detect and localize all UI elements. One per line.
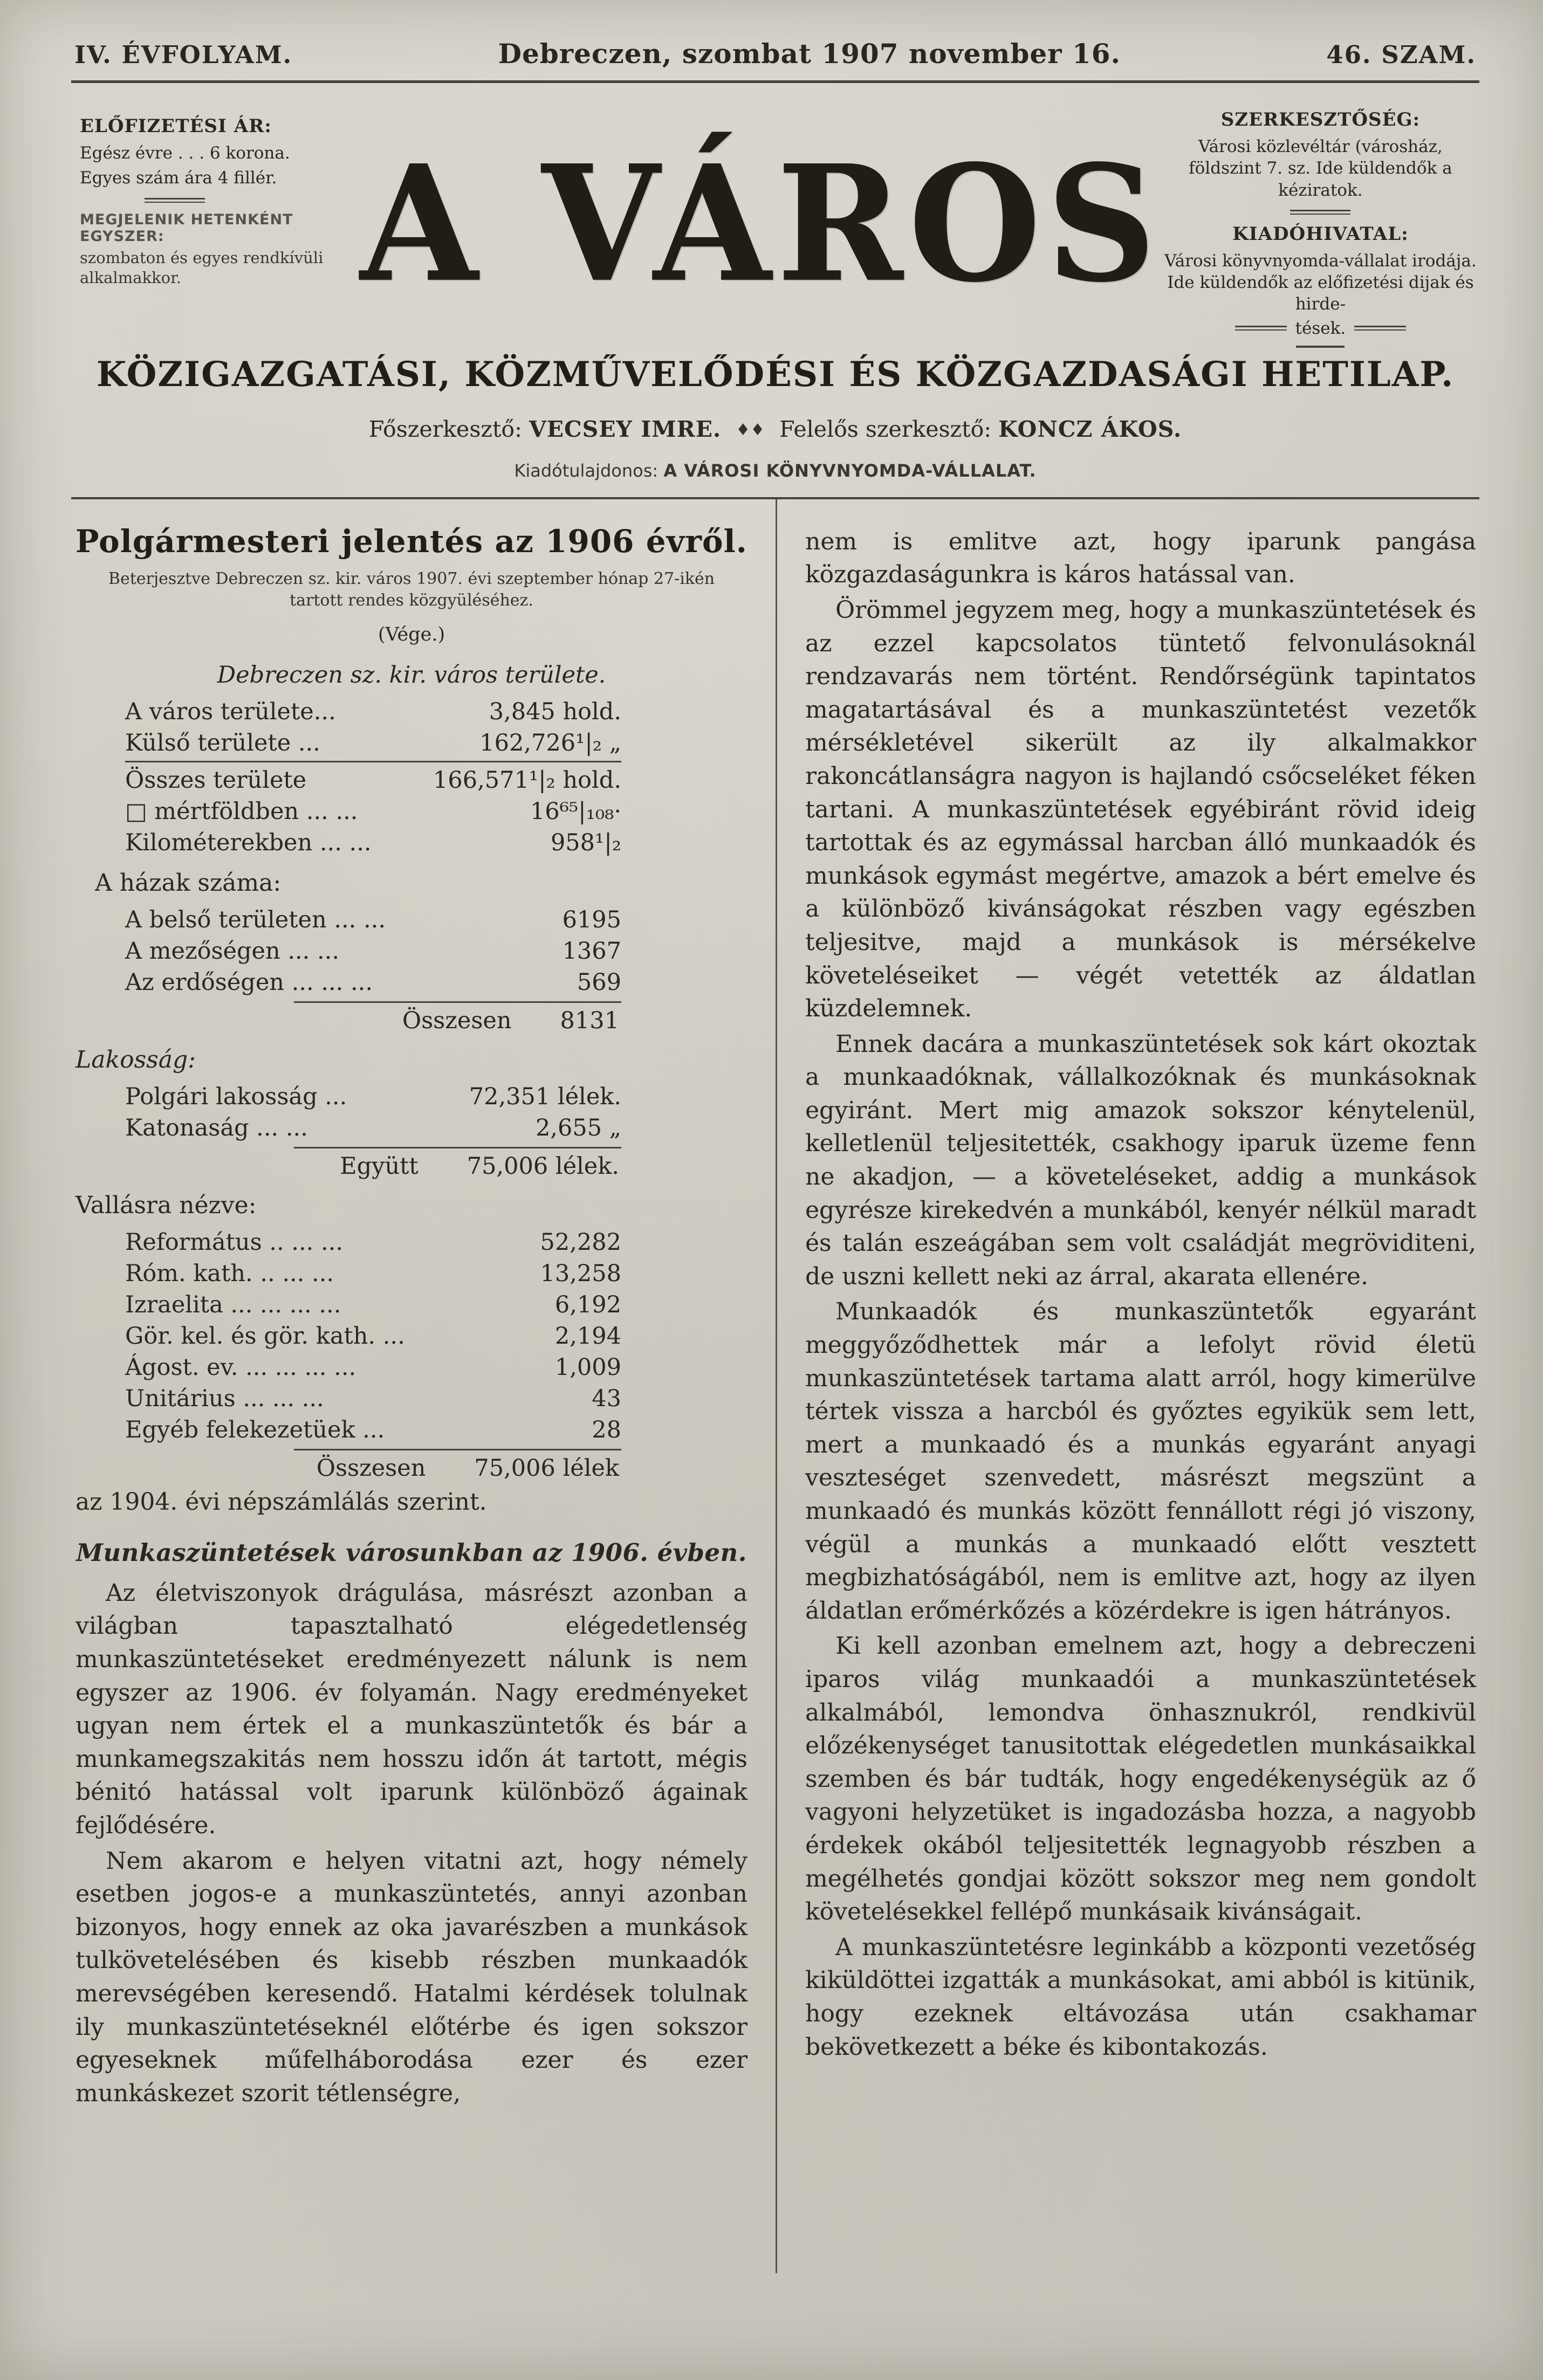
paragraph: Örömmel jegyzem meg, hogy a munkaszüntetések és az ezzel kapcsolatos tüntető felvonulásoknál rendzavarás nem történt. Rendőrségünk tapintatos magatartásával és a munkaszüntetést vezetők mérsékletével sikerült az ily alkalmakkor rakoncátlanságra nagyon is hajlandó csőcseléket féken tartani. A munkaszüntetések egyébiránt rövid ideig tartottak és az egymással harcban álló munkaadók és munkások egymást megértve, amazok a bért emelve és a különböző kivánságokat részben vagy egészben teljesitve, majd a munkások is mérsékelve követeléseiket — végét vetették az áldatlan küzdelemnek. <box>805 596 1476 1023</box>
table-sum-row <box>294 1001 621 1035</box>
frequency-title: MEGJELENIK HETENKÉNT EGYSZER: <box>80 211 293 245</box>
column-left <box>71 499 776 2273</box>
publishing-office-title: KIADÓHIVATAL: <box>1232 223 1409 245</box>
table-row <box>125 1320 621 1352</box>
paragraph: nem is emlitve azt, hogy iparunk pangása közgazdaságunkra is káros hatással van. <box>805 527 1476 589</box>
paper-subtitle: KÖZIGAZGATÁSI, KÖZMŰVELŐDÉSI ÉS KÖZGAZDASÁGI HETILAP. <box>96 354 1455 395</box>
row-label: Külső területe ... <box>125 729 320 756</box>
article-title: Polgármesteri jelentés az 1906 évről. <box>76 522 748 560</box>
row-label: Kilométerekben ... ... <box>125 829 372 856</box>
paragraph: Ennek dacára a munkaszüntetések sok kárt okoztak a munkaadóknak, vállalkozóknak és munkásoknak egyiránt. Mert mig amazok sokszor kénytelenül, kelletlenül teljesitették, csakhogy iparuk üzeme fenn ne akadjon, — a követeléseket, addig a munkások egyrésze kirekedvén a munkából, kenyér nélkül maradt és talán eszeágában sem volt családját megröviditeni, de uszni kellett neki az árral, akarata ellenére. <box>805 1030 1476 1290</box>
table-row <box>125 904 621 936</box>
table-row <box>125 1081 621 1112</box>
table-row <box>125 1414 621 1446</box>
paragraph: Ki kell azonban emelnem azt, hogy a debreczeni iparos világ munkaadói a munkaszüntetések alkalmából, lemondva önhasznukról, rendkivül előzékenységet tanusitottak elégedetlen munkásaikkal szemben és bár tudták, hogy engedékenységük az ő vagyoni helyzetüket is ingadozásba hozza, a nagyobb érdekek okából teljesitették legnagyobb részben a megélhetés gondjai között sokszor meg nem gondolt követelésekkel fellépő munkásaik kivánságait. <box>805 1632 1476 1926</box>
masthead-title-area <box>360 101 1161 348</box>
issue-number: 46. SZAM. <box>1326 40 1476 69</box>
double-rule-right <box>1354 326 1406 331</box>
ruled-word-row <box>1164 319 1477 338</box>
page-header <box>71 30 1479 83</box>
responsible-editor-label: Felelős szerkesztő: <box>779 416 992 442</box>
row-value: 6,192 <box>554 1291 621 1318</box>
article-subtitle: Beterjesztve Debreczen sz. kir. város 1907. évi szeptember hónap 27-ikén tartott rendes közgyüléséhez. <box>108 569 715 610</box>
table-sum-row <box>294 1449 621 1483</box>
table-row <box>125 1383 621 1414</box>
owner-name: A VÁROSI KÖNYVNYOMDA-VÁLLALAT. <box>663 460 1037 481</box>
row-label: Polgári lakosság ... <box>125 1083 347 1110</box>
row-value: 2,194 <box>554 1322 621 1350</box>
volume-label: IV. ÉVFOLYAM. <box>74 40 293 69</box>
continuation-mark: (Vége.) <box>378 623 445 645</box>
row-value: 1,009 <box>554 1353 621 1381</box>
dash-rule <box>1296 346 1345 348</box>
sum-label: Összesen <box>402 1007 512 1034</box>
sum-value: 8131 <box>560 1007 619 1034</box>
row-label: Katonaság ... ... <box>125 1114 308 1141</box>
row-value: 162,726¹|₂ „ <box>479 729 621 756</box>
table-row <box>125 827 621 858</box>
row-value: 72,351 lélek. <box>469 1083 621 1110</box>
table-row <box>125 727 621 759</box>
row-value: 569 <box>577 968 621 996</box>
population-table <box>125 1081 621 1181</box>
row-value: 43 <box>592 1385 621 1412</box>
row-value: 16⁶⁵|₁₀₈· <box>530 797 621 825</box>
row-value: 13,258 <box>540 1260 621 1287</box>
owner-label: Kiadótulajdonos: <box>514 460 659 481</box>
subscription-box <box>71 101 360 348</box>
table-sum-row <box>294 1147 621 1181</box>
houses-table <box>125 904 621 1035</box>
article-columns <box>71 499 1479 2273</box>
section-heading-houses: A házak száma: <box>95 869 282 897</box>
chief-editor-label: Főszerkesztő: <box>368 416 522 442</box>
row-label: □ mértföldben ... ... <box>125 797 358 825</box>
table-row <box>125 1227 621 1258</box>
section-heading-population: Lakosság: <box>76 1045 196 1074</box>
sum-label: Együtt <box>340 1152 419 1180</box>
responsible-editor-name: KONCZ ÁKOS. <box>998 416 1182 442</box>
paragraph: Az életviszonyok drágulása, másrészt azonban a világban tapasztalható elégedetlenség munkaszüntetéseket eredményezett nálunk is nem egyszer az 1906. év folyamán. Nagy eredményeket ugyan nem értek el a munkaszüntetők és bár a munkamegszakitás nem hosszu időn át tartott, mégis bénitó hatással volt iparunk különböző ágainak fejlődésére. <box>76 1579 748 1839</box>
sum-value: 75,006 lélek <box>474 1454 619 1482</box>
row-label: A város területe... <box>125 698 336 725</box>
newspaper-title: A VÁROS <box>360 130 1162 318</box>
row-label: Izraelita ... ... ... ... <box>125 1291 341 1318</box>
owner-line <box>71 460 1479 481</box>
table-row <box>125 1289 621 1320</box>
territory-table <box>125 696 621 858</box>
table-sum-row <box>125 761 621 796</box>
paragraph: Munkaadók és munkaszüntetők egyaránt meggyőződhettek már a lefolyt rövid életü munkaszüntetések tartama alatt arról, hogy kimerülve tértek vissza a harcból és győztes egyikük sem lett, mert a munkaadó és a munkás egyaránt anyagi veszteséget szenvedett, másrészt megszünt a munkaadó és munkás között fennállott régi jó viszony, végül a munkás a munkaadó előtt vesztett megbizhatóságából, nem is emlitve azt, hogy az ilyen áldatlan erőmérkőzés a közérdekre is igen hátrányos. <box>805 1298 1476 1625</box>
row-label: Unitárius ... ... ... <box>125 1385 324 1412</box>
table-row <box>125 796 621 827</box>
chief-editor-name: VECSEY IMRE. <box>529 416 722 442</box>
paragraph: Nem akarom e helyen vitatni azt, hogy némely esetben jogos-e a munkaszüntetés, annyi azonban bizonyos, hogy ennek az oka javarészben a munkások tulkövetelésében és kisebb részben munkaadók merevségében keresendő. Hatalmi kérdések tolulnak ily munkaszüntetéseknél előtérbe és igen sokszor egyeseknek műfelháborodása ezer és ezer munkáskezet szorit tétlenségre, <box>76 1847 748 2107</box>
row-value: 1367 <box>562 937 621 965</box>
frequency-body: szombaton és egyes rendkívüli alkalmakkor. <box>80 248 324 287</box>
subscription-title: ELŐFIZETÉSI ÁR: <box>80 115 272 137</box>
sum-label: Összesen <box>316 1454 426 1482</box>
row-label: Róm. kath. .. ... ... <box>125 1260 334 1287</box>
row-value: 28 <box>592 1416 621 1443</box>
row-label: A belső területen ... ... <box>125 906 386 933</box>
column-right <box>777 499 1479 2273</box>
section-heading-strikes: Munkaszüntetések városunkban az 1906. évben. <box>76 1538 747 1567</box>
divider-rule <box>1290 210 1350 215</box>
section-heading-territory: Debreczen sz. kir. város területe. <box>217 661 606 689</box>
census-footnote: az 1904. évi népszámlálás szerint. <box>76 1488 487 1516</box>
row-value: 958¹|₂ <box>550 829 621 856</box>
editorial-office-box <box>1162 101 1479 348</box>
row-label: Összes területe <box>125 766 307 794</box>
row-value: 3,845 hold. <box>489 698 621 725</box>
row-label: Az erdőségen ... ... ... <box>125 968 373 996</box>
paragraph: A munkaszüntetésre leginkább a központi vezetőség kiküldöttei izgatták a munkásokat, ami abból is kitünik, hogy ezeknek eltávozása után csakhamar bekövetkezett a béke és kibontakozás. <box>805 1933 1476 2061</box>
editorial-title: SZERKESZTŐSÉG: <box>1220 109 1421 130</box>
subscription-yearly-price: Egész évre . . . 6 korona. <box>80 143 290 163</box>
table-row <box>125 1112 621 1144</box>
subscription-single-price: Egyes szám ára 4 fillér. <box>80 168 277 188</box>
table-row <box>125 1352 621 1383</box>
editors-line <box>71 416 1479 442</box>
section-heading-religion: Vallásra nézve: <box>76 1191 257 1219</box>
publishing-office-address: Városi könyvnyomda-vállalat irodája. Ide küldendők az előfizetési dijak és hirde- <box>1164 251 1477 314</box>
masthead <box>71 83 1479 351</box>
diamond-separator-icon: ♦♦ <box>736 420 765 439</box>
table-row <box>125 967 621 998</box>
table-row <box>125 1258 621 1289</box>
ruled-word: tések. <box>1295 318 1346 338</box>
double-rule-left <box>1235 326 1287 331</box>
divider-rule <box>145 198 205 203</box>
sum-value: 75,006 lélek. <box>467 1152 619 1180</box>
row-label: Ágost. ev. ... ... ... ... <box>125 1353 356 1381</box>
row-value: 166,571¹|₂ hold. <box>433 766 621 794</box>
row-value: 6195 <box>562 906 621 933</box>
row-value: 52,282 <box>540 1228 621 1256</box>
row-label: Egyéb felekezetüek ... <box>125 1416 385 1443</box>
table-row <box>125 936 621 967</box>
row-label: Református .. ... ... <box>125 1228 343 1256</box>
row-value: 2,655 „ <box>535 1114 621 1141</box>
table-row <box>125 696 621 727</box>
religion-table <box>125 1227 621 1483</box>
row-label: A mezőségen ... ... <box>125 937 340 965</box>
dateline: Debreczen, szombat 1907 november 16. <box>498 38 1121 70</box>
row-label: Gör. kel. és gör. kath. ... <box>125 1322 405 1350</box>
editorial-address: Városi közlevéltár (városház, földszint 7. sz. Ide küldendők a kéziratok. <box>1189 137 1452 200</box>
